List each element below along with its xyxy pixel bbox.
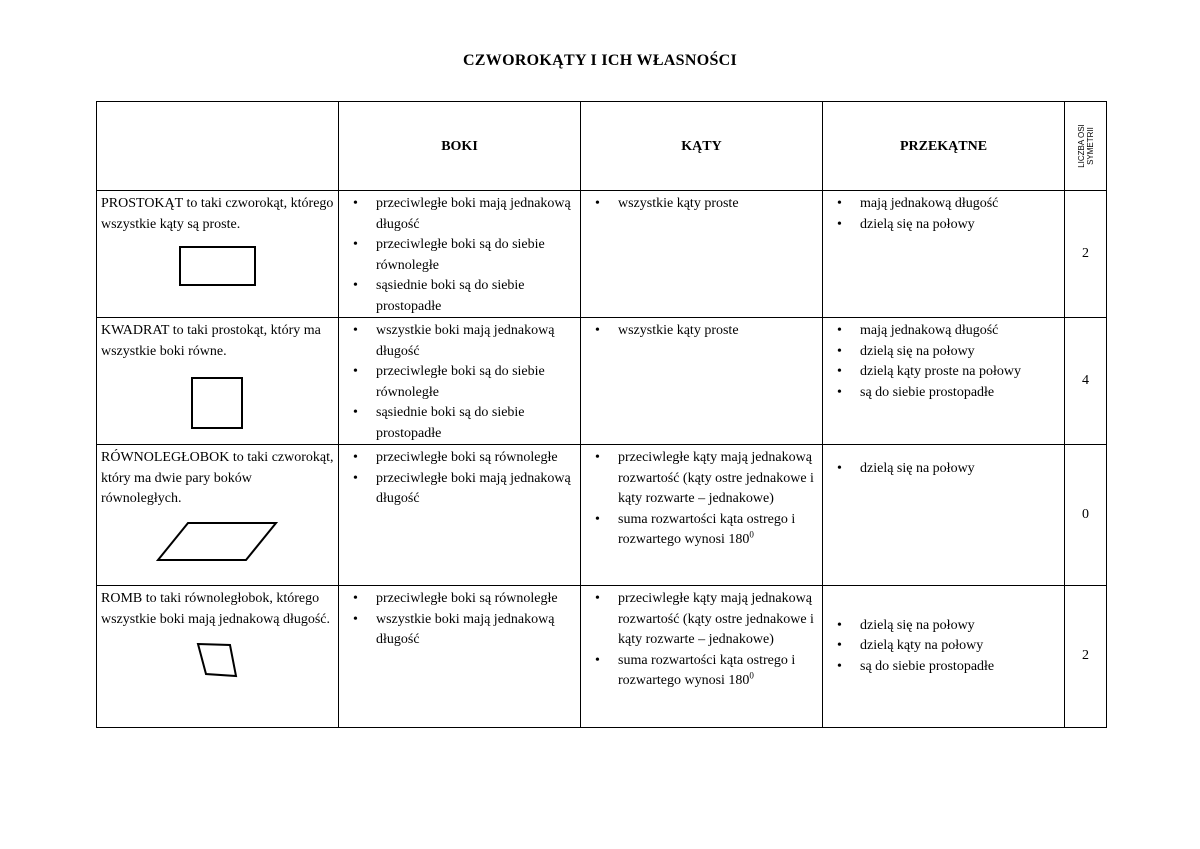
katy-cell [581, 445, 823, 586]
list-item: • przeciwległe boki są do siebie równoległe [342, 235, 577, 276]
header-osie-line1: LICZBA OSI [1076, 124, 1086, 168]
list-item: • przeciwległe boki są równoległe [342, 589, 577, 610]
table-row [97, 586, 1107, 728]
degree-superscript: 0 [749, 529, 754, 540]
list-item: • wszystkie boki mają jednakową długość [342, 610, 577, 651]
list-item [584, 651, 819, 692]
list-item: • przeciwległe kąty mają jednakową rozwartość (kąty ostre jednakowe i kąty rozwarte – jednakowe) [584, 448, 819, 510]
symmetry-count: 2 [1065, 191, 1107, 318]
list-item: • są do siebie prostopadłe [826, 383, 1061, 404]
katy-cell [581, 191, 823, 318]
katy-cell [581, 586, 823, 728]
katy-cell [581, 318, 823, 445]
header-osie [1065, 102, 1107, 191]
row-description: RÓWNOLEGŁOBOK to taki czworokąt, który ma dwie pary boków równoległych. [101, 450, 334, 506]
shape-cell [97, 191, 339, 318]
list-item: • mają jednakową długość [826, 194, 1061, 215]
list-item: • wszystkie boki mają jednakową długość [342, 321, 577, 362]
page-title: CZWOROKĄTY I ICH WŁASNOŚCI [462, 52, 738, 69]
list-item: • przeciwległe boki mają jednakową długość [342, 194, 577, 235]
list-item: • dzielą się na połowy [826, 215, 1061, 236]
list-item: • dzielą się na połowy [826, 459, 1061, 480]
row-description: ROMB to taki równoległobok, którego wszystkie boki mają jednakową długość. [101, 591, 331, 627]
list-item: • przeciwległe boki są równoległe [342, 448, 577, 469]
list-item: • dzielą się na połowy [826, 342, 1061, 363]
symmetry-count: 2 [1065, 586, 1107, 728]
table-row [97, 445, 1107, 586]
shape-cell [97, 318, 339, 445]
list-item: • dzielą się na połowy [826, 616, 1061, 637]
parallelogram-shape-icon [156, 520, 280, 564]
przekatne-cell [823, 586, 1065, 728]
list-item: • sąsiednie boki są do siebie prostopadłe [342, 403, 577, 444]
list-item: • są do siebie prostopadłe [826, 657, 1061, 678]
row-description: PROSTOKĄT to taki czworokąt, którego wszystkie kąty są proste. [101, 196, 334, 232]
header-osie-line2: SYMETRII [1085, 127, 1095, 165]
list-item: • wszystkie kąty proste [584, 321, 819, 342]
list-item: • przeciwległe kąty mają jednakową rozwartość (kąty ostre jednakowe i kąty rozwarte – jednakowe) [584, 589, 819, 651]
list-item: • wszystkie kąty proste [584, 194, 819, 215]
list-item: • sąsiednie boki są do siebie prostopadłe [342, 276, 577, 317]
table-row [97, 318, 1107, 445]
list-item: • mają jednakową długość [826, 321, 1061, 342]
header-row [97, 102, 1107, 191]
shape-cell [97, 586, 339, 728]
list-item-text: suma rozwartości kąta ostrego i rozwartego wynosi 180 [618, 652, 796, 688]
header-katy: KĄTY [581, 102, 823, 191]
header-empty [97, 102, 339, 191]
symmetry-count: 4 [1065, 318, 1107, 445]
przekatne-cell [823, 191, 1065, 318]
list-item: • dzielą kąty proste na połowy [826, 362, 1061, 383]
list-item: • przeciwległe boki są do siebie równoległe [342, 362, 577, 403]
boki-cell [339, 445, 581, 586]
row-description: KWADRAT to taki prostokąt, który ma wszystkie boki równe. [101, 323, 321, 359]
degree-superscript: 0 [749, 670, 754, 681]
przekatne-cell [823, 445, 1065, 586]
quadrilaterals-table [96, 101, 1107, 728]
boki-cell [339, 318, 581, 445]
przekatne-cell [823, 318, 1065, 445]
header-przekatne: PRZEKĄTNE [823, 102, 1065, 191]
symmetry-count: 0 [1065, 445, 1107, 586]
table-row [97, 191, 1107, 318]
square-shape-icon [190, 376, 246, 432]
boki-cell [339, 586, 581, 728]
rhombus-shape-icon [196, 642, 240, 680]
header-boki: BOKI [339, 102, 581, 191]
rectangle-shape-icon [178, 245, 258, 289]
list-item: • dzielą kąty na połowy [826, 636, 1061, 657]
list-item: • przeciwległe boki mają jednakową długość [342, 469, 577, 510]
boki-cell [339, 191, 581, 318]
list-item [584, 510, 819, 551]
shape-cell [97, 445, 339, 586]
list-item-text: suma rozwartości kąta ostrego i rozwartego wynosi 180 [618, 511, 796, 547]
